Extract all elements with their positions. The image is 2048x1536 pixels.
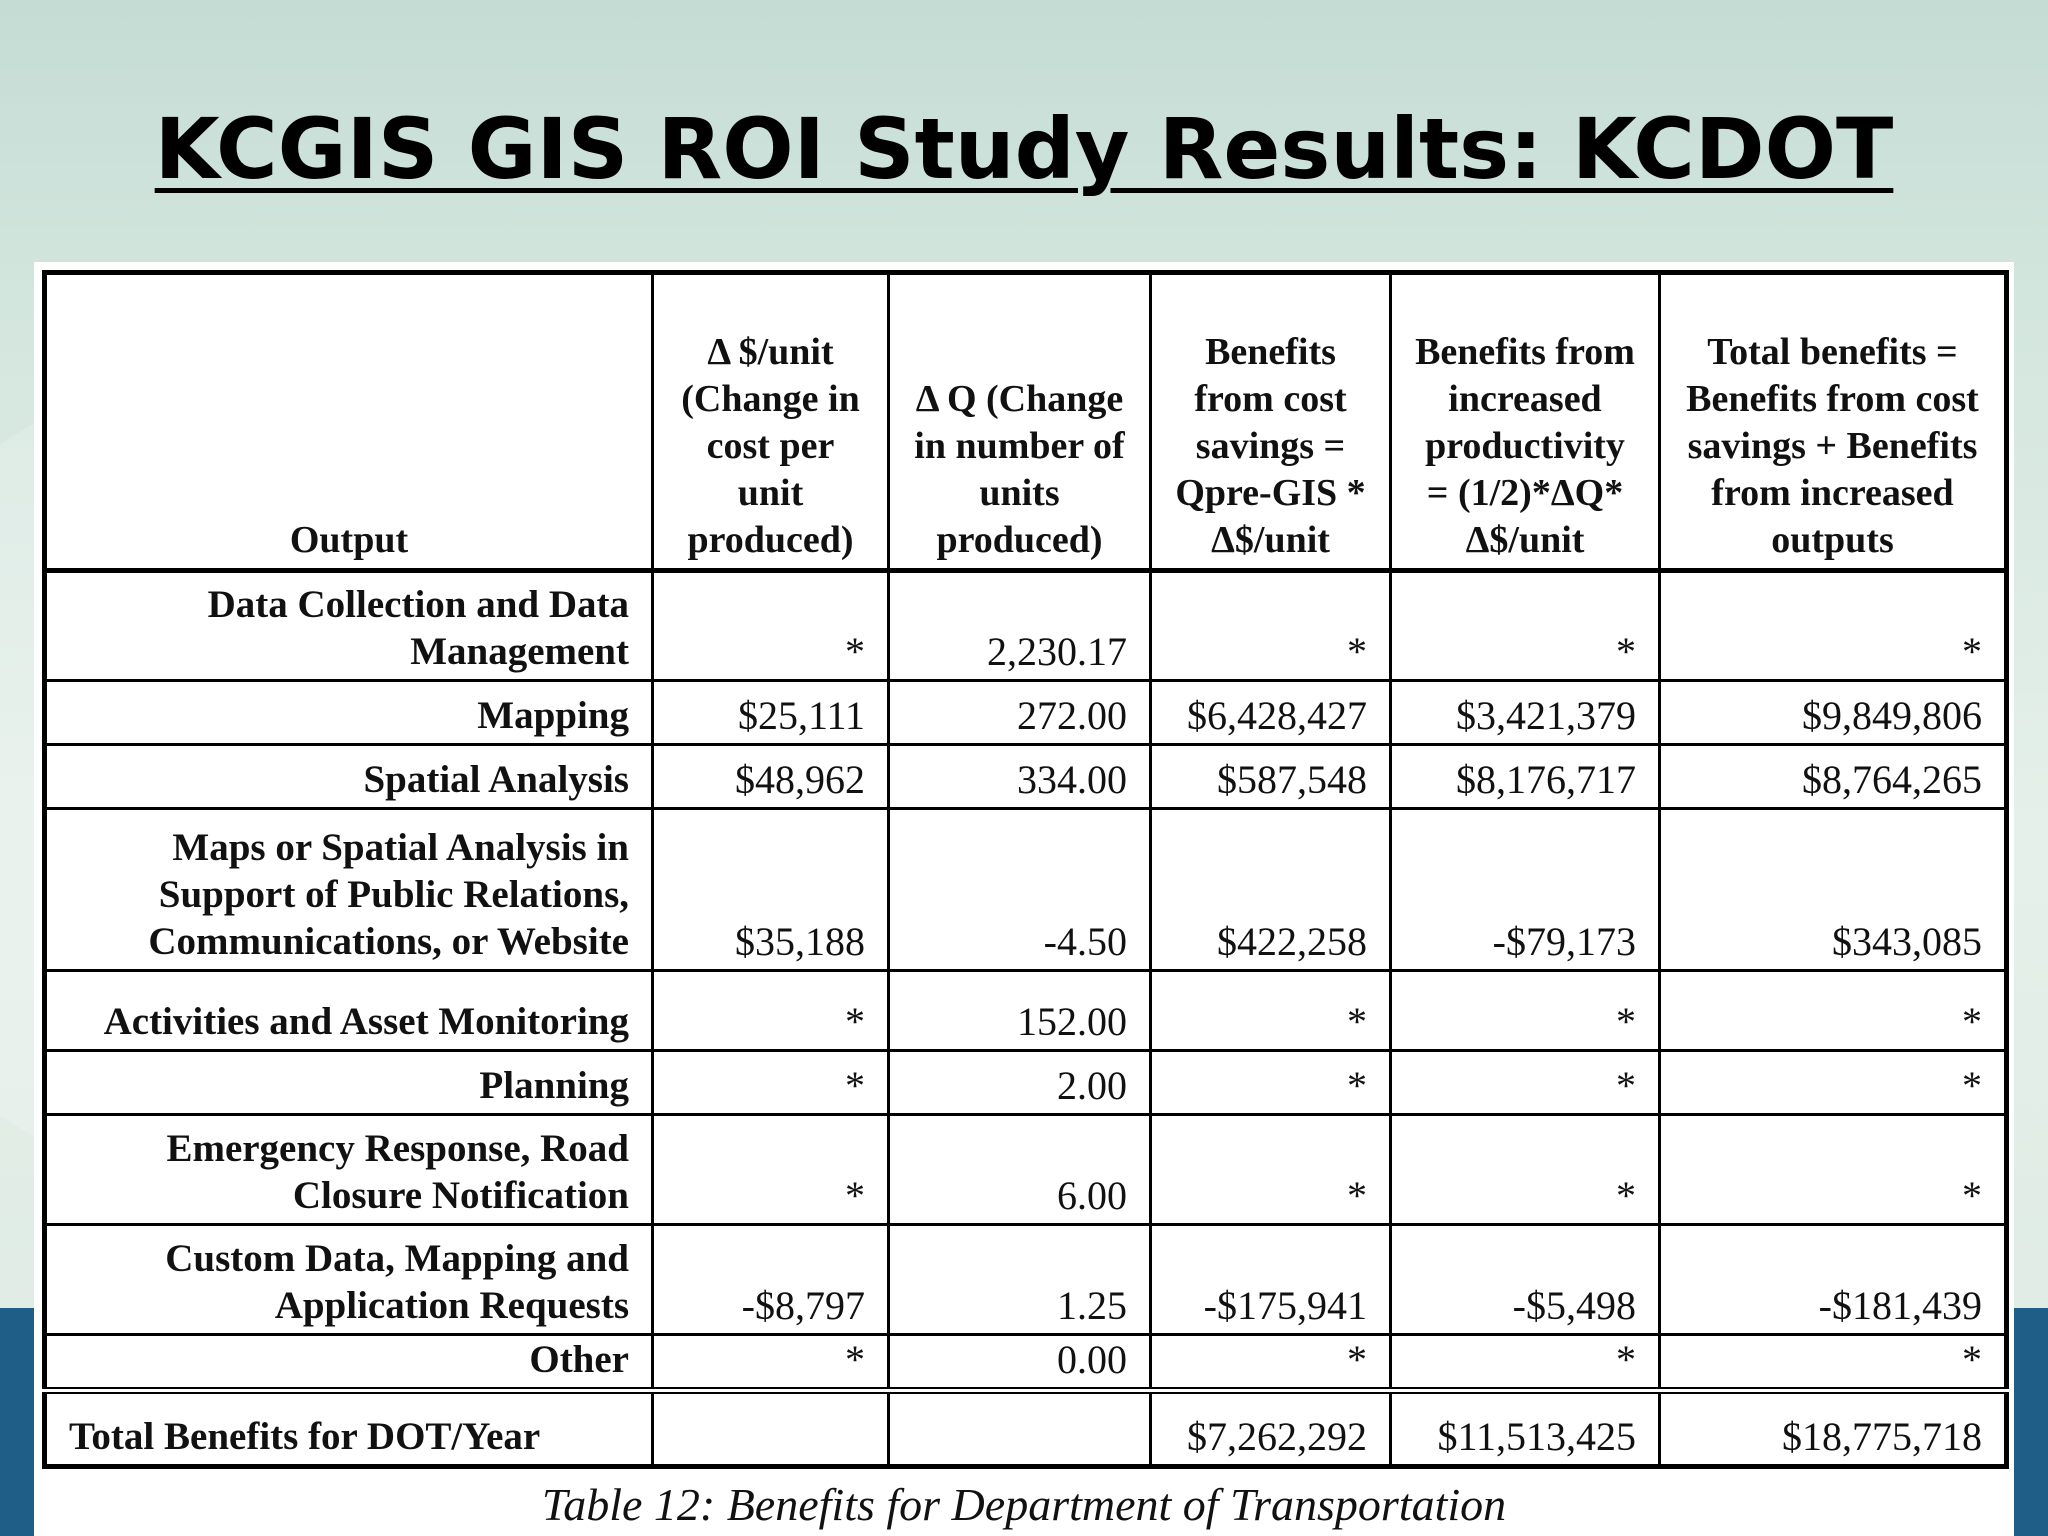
cell-productivity: * (1391, 1051, 1660, 1115)
header-cost-savings: Benefits from cost savings = Qpre-GIS * Δ$/unit (1151, 273, 1391, 571)
cell-total: * (1660, 1051, 2007, 1115)
cell-cost-savings: * (1151, 571, 1391, 681)
cell-cost-savings: * (1151, 1115, 1391, 1225)
total-delta-q (889, 1391, 1151, 1467)
cell-delta-cost: $35,188 (653, 809, 889, 971)
total-row (45, 1391, 2007, 1467)
row-label: Mapping (45, 681, 653, 745)
cell-cost-savings: * (1151, 1051, 1391, 1115)
benefits-table (42, 270, 2009, 1469)
row-label: Other (45, 1335, 653, 1391)
cell-delta-cost: $25,111 (653, 681, 889, 745)
row-label: Planning (45, 1051, 653, 1115)
total-label: Total Benefits for DOT/Year (45, 1391, 653, 1467)
cell-total: $343,085 (1660, 809, 2007, 971)
cell-productivity: * (1391, 1115, 1660, 1225)
cell-total: * (1660, 1115, 2007, 1225)
cell-delta-cost: * (653, 571, 889, 681)
row-label: Spatial Analysis (45, 745, 653, 809)
cell-productivity: $3,421,379 (1391, 681, 1660, 745)
cell-delta-q: -4.50 (889, 809, 1151, 971)
table-row (45, 1335, 2007, 1391)
header-delta-q: Δ Q (Change in number of units produced) (889, 273, 1151, 571)
table-row (45, 809, 2007, 971)
total-delta-cost (653, 1391, 889, 1467)
cell-delta-q: 2,230.17 (889, 571, 1151, 681)
row-label: Custom Data, Mapping and Application Requests (45, 1225, 653, 1335)
total-benefits: $18,775,718 (1660, 1391, 2007, 1467)
cell-total: * (1660, 571, 2007, 681)
cell-productivity: * (1391, 971, 1660, 1051)
table-row (45, 1051, 2007, 1115)
cell-productivity: $8,176,717 (1391, 745, 1660, 809)
table-row (45, 971, 2007, 1051)
header-row (45, 273, 2007, 571)
slide-title: KCGIS GIS ROI Study Results: KCDOT (154, 100, 1894, 198)
cell-cost-savings: * (1151, 971, 1391, 1051)
header-productivity: Benefits from increased productivity = (1/2)*ΔQ* Δ$/unit (1391, 273, 1660, 571)
cell-delta-cost: * (653, 1115, 889, 1225)
cell-delta-q: 334.00 (889, 745, 1151, 809)
cell-delta-q: 6.00 (889, 1115, 1151, 1225)
cell-delta-q: 1.25 (889, 1225, 1151, 1335)
cell-total: * (1660, 971, 2007, 1051)
table-row (45, 571, 2007, 681)
cell-total: $9,849,806 (1660, 681, 2007, 745)
header-delta-cost: Δ $/unit (Change in cost per unit produced) (653, 273, 889, 571)
row-label: Maps or Spatial Analysis in Support of Public Relations, Communications, or Website (45, 809, 653, 971)
cell-delta-q: 2.00 (889, 1051, 1151, 1115)
table-row (45, 1115, 2007, 1225)
cell-delta-cost: * (653, 971, 889, 1051)
cell-delta-q: 152.00 (889, 971, 1151, 1051)
cell-total: -$181,439 (1660, 1225, 2007, 1335)
row-label: Activities and Asset Monitoring (45, 971, 653, 1051)
row-label: Emergency Response, Road Closure Notification (45, 1115, 653, 1225)
cell-cost-savings: $6,428,427 (1151, 681, 1391, 745)
table-panel (34, 262, 2014, 1536)
total-productivity: $11,513,425 (1391, 1391, 1660, 1467)
header-total: Total benefits = Benefits from cost savings + Benefits from increased outputs (1660, 273, 2007, 571)
cell-cost-savings: -$175,941 (1151, 1225, 1391, 1335)
cell-total: $8,764,265 (1660, 745, 2007, 809)
total-cost-savings: $7,262,292 (1151, 1391, 1391, 1467)
header-output: Output (45, 273, 653, 571)
cell-productivity: -$5,498 (1391, 1225, 1660, 1335)
cell-delta-cost: * (653, 1051, 889, 1115)
cell-cost-savings: $422,258 (1151, 809, 1391, 971)
table-row (45, 745, 2007, 809)
cell-productivity: -$79,173 (1391, 809, 1660, 971)
table-row (45, 681, 2007, 745)
row-label: Data Collection and Data Management (45, 571, 653, 681)
cell-delta-cost: $48,962 (653, 745, 889, 809)
cell-productivity: * (1391, 571, 1660, 681)
cell-delta-cost: * (653, 1335, 889, 1391)
cell-delta-cost: -$8,797 (653, 1225, 889, 1335)
table-row (45, 1225, 2007, 1335)
cell-total: * (1660, 1335, 2007, 1391)
cell-productivity: * (1391, 1335, 1660, 1391)
table-caption: Table 12: Benefits for Department of Transportation (541, 1479, 1507, 1530)
cell-delta-q: 272.00 (889, 681, 1151, 745)
cell-cost-savings: $587,548 (1151, 745, 1391, 809)
cell-cost-savings: * (1151, 1335, 1391, 1391)
cell-delta-q: 0.00 (889, 1335, 1151, 1391)
